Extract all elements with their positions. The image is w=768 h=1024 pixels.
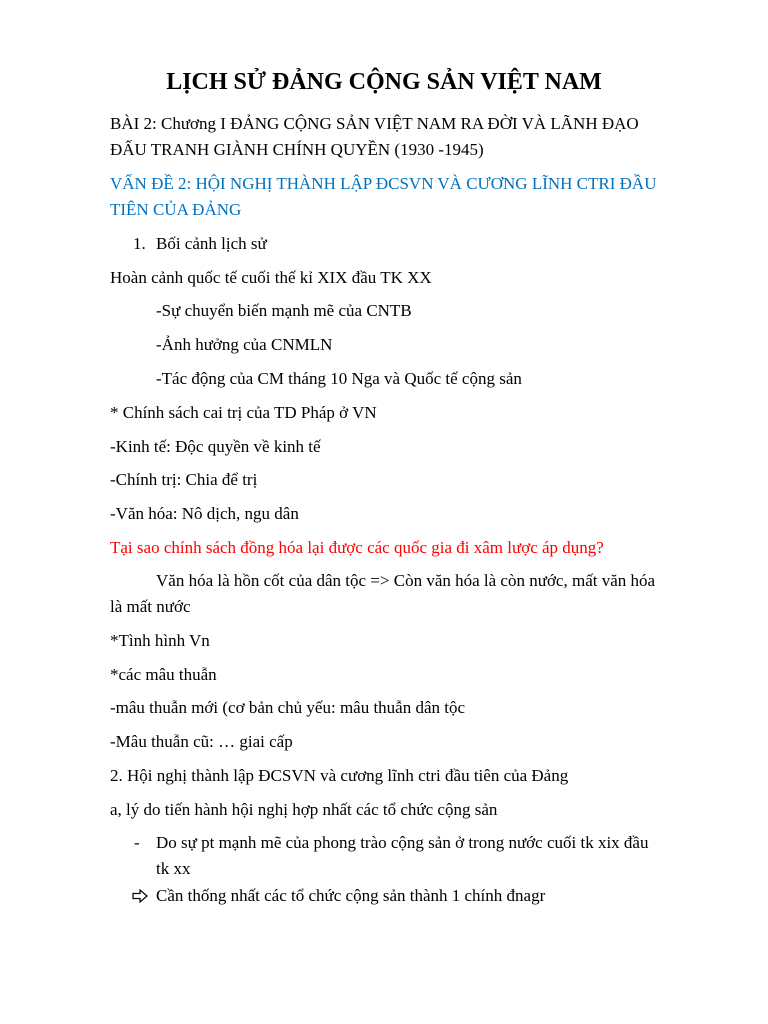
policy-line: * Chính sách cai trị của TD Pháp ở VN (110, 403, 377, 422)
question-line: Tại sao chính sách đồng hóa lại được các quốc gia đi xâm lược áp dụng? (110, 538, 604, 557)
old-contradiction-line: -Mâu thuẫn cũ: … giai cấp (110, 732, 293, 751)
situation-line: *Tình hình Vn (110, 631, 210, 650)
intl-context-line: Hoàn cảnh quốc tế cuối thế kỉ XIX đầu TK XX (110, 268, 432, 287)
reason-line: a, lý do tiến hành hội nghị hợp nhất các tổ chức cộng sản (110, 800, 498, 819)
economy-line: -Kinh tế: Độc quyền về kinh tế (110, 437, 321, 456)
contradictions-line: *các mâu thuẫn (110, 665, 217, 684)
topic-heading-line2: TIÊN CỦA ĐẢNG (110, 200, 242, 219)
bullet-line-1: Do sự pt mạnh mẽ của phong trào cộng sản ở trong nước cuối tk xix đầu (156, 833, 649, 852)
bullet-marker: - (134, 833, 140, 852)
sub-point-2: -Ảnh hưởng của CNMLN (156, 335, 333, 354)
numbered-item-text: Bối cảnh lịch sử (156, 234, 267, 253)
politics-line: -Chính trị: Chia để trị (110, 470, 258, 489)
sub-point-1: -Sự chuyển biến mạnh mẽ của CNTB (156, 301, 412, 320)
lesson-heading-line2: ĐẤU TRANH GIÀNH CHÍNH QUYỀN (1930 -1945) (110, 140, 484, 159)
conclusion-line: Cần thống nhất các tổ chức cộng sản thành 1 chính đnagr (156, 886, 546, 905)
answer-line-2: là mất nước (110, 597, 191, 616)
lesson-heading-line1: BÀI 2: Chương I ĐẢNG CỘNG SẢN VIỆT NAM RA ĐỜI VÀ LÃNH ĐẠO (110, 114, 639, 133)
document-title: LỊCH SỬ ĐẢNG CỘNG SẢN VIỆT NAM (166, 69, 602, 95)
sub-point-3: -Tác động của CM tháng 10 Nga và Quốc tế cộng sản (156, 369, 522, 388)
new-contradiction-line: -mâu thuẫn mới (cơ bản chủ yếu: mâu thuẫn dân tộc (110, 698, 466, 717)
answer-line-1: Văn hóa là hồn cốt của dân tộc => Còn văn hóa là còn nước, mất văn hóa (156, 571, 656, 590)
topic-heading-line1: VẤN ĐỀ 2: HỘI NGHỊ THÀNH LẬP ĐCSVN VÀ CƯƠNG LĨNH CTRI ĐẦU (110, 174, 657, 193)
bullet-line-2: tk xx (156, 859, 191, 878)
culture-line: -Văn hóa: Nô dịch, ngu dân (110, 504, 299, 523)
arrow-right-icon (132, 883, 148, 909)
list-number: 1. (133, 234, 146, 253)
section-2-heading: 2. Hội nghị thành lập ĐCSVN và cương lĩnh ctri đầu tiên của Đảng (110, 766, 569, 785)
